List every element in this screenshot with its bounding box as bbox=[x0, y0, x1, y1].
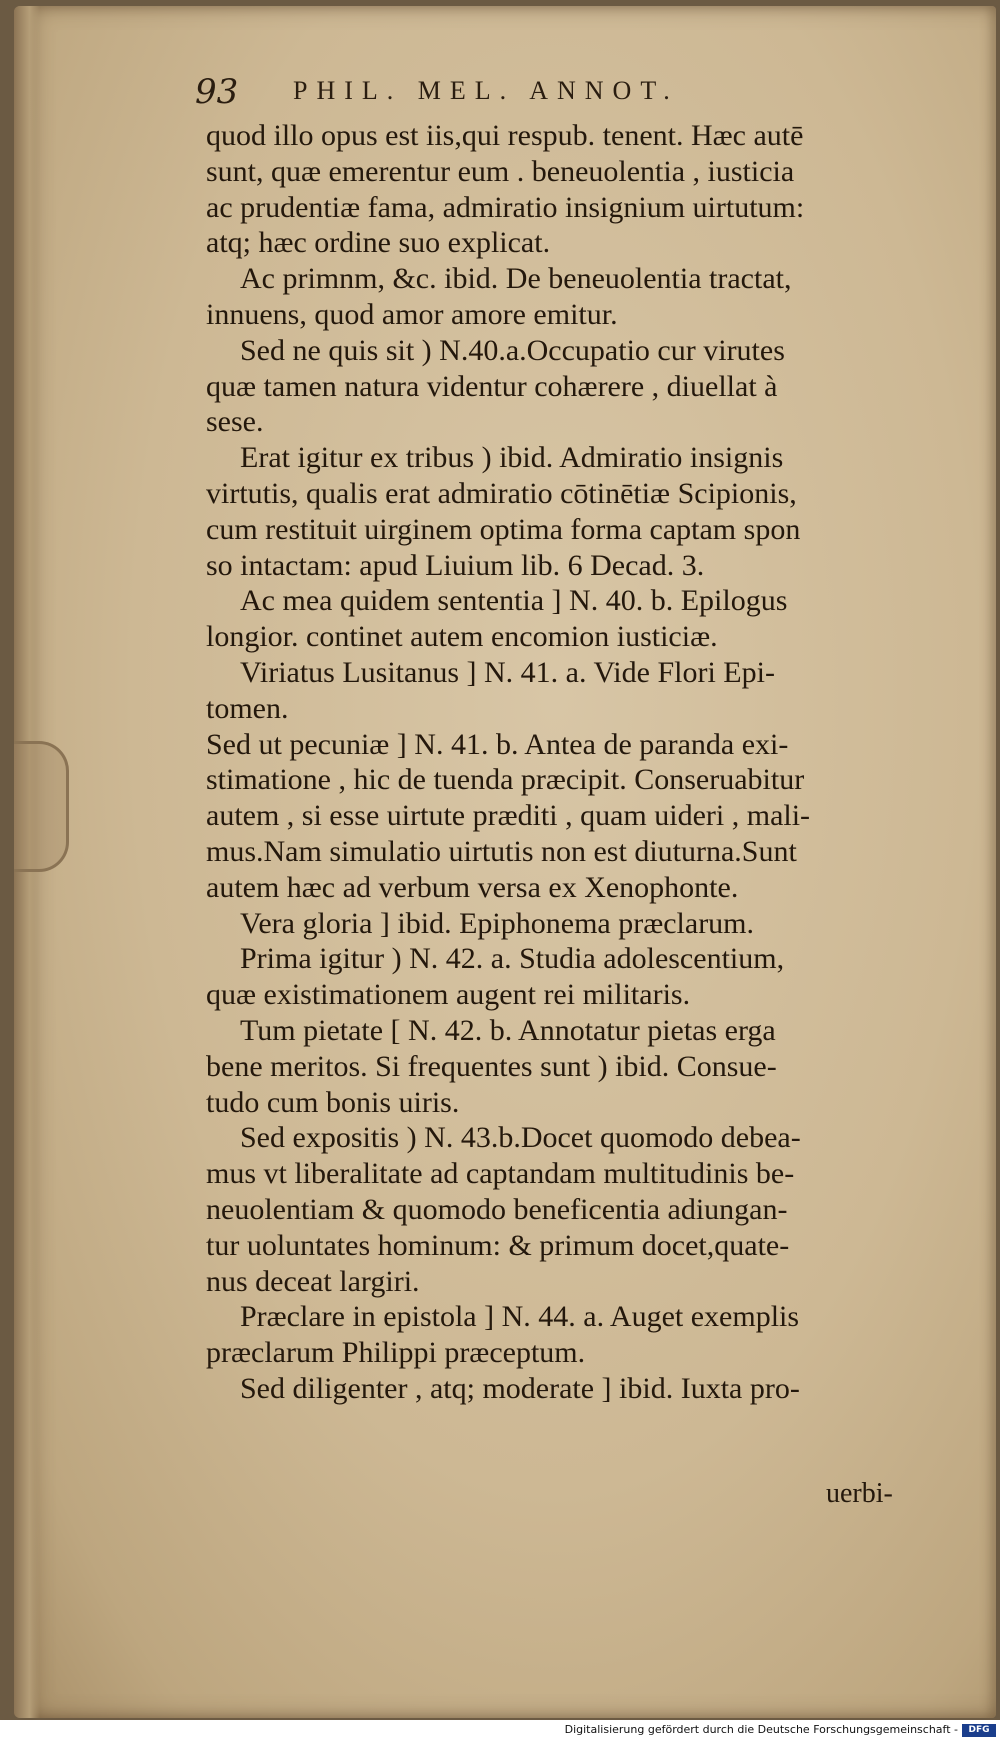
digitization-footer bbox=[0, 1722, 1000, 1740]
text-line: præclarum Philippi præceptum. bbox=[206, 1336, 586, 1370]
text-line: mus.Nam simulatio uirtutis non est diuturna.Sunt bbox=[206, 834, 797, 868]
text-line: Sed expositis ) N. 43.b.Docet quomodo debea- bbox=[240, 1121, 801, 1155]
text-line: tudo cum bonis uiris. bbox=[206, 1085, 460, 1119]
text-line: Sed ne quis sit ) N.40.a.Occupatio cur virutes bbox=[240, 333, 785, 367]
text-line: bene meritos. Si frequentes sunt ) ibid. Consue- bbox=[206, 1049, 777, 1083]
page-number: 93 bbox=[195, 72, 239, 112]
text-line: atq; hæc ordine suo explicat. bbox=[206, 226, 551, 260]
text-line: Vera gloria ] ibid. Epiphonema præclarum. bbox=[240, 906, 755, 940]
text-line: Ac primnm, &c. ibid. De beneuolentia tractat, bbox=[240, 262, 792, 296]
text-line: stimatione , hic de tuenda præcipit. Conseruabitur bbox=[206, 763, 805, 797]
text-line: quæ tamen natura videntur cohærere , diuellat à bbox=[206, 369, 778, 403]
text-line: Viriatus Lusitanus ] N. 41. a. Vide Flori Epi- bbox=[240, 655, 775, 689]
text-line: tomen. bbox=[206, 691, 289, 725]
text-line: Sed diligenter , atq; moderate ] ibid. Iuxta pro- bbox=[240, 1371, 800, 1405]
text-line: autem hæc ad verbum versa ex Xenophonte. bbox=[206, 870, 739, 904]
text-line: neuolentiam & quomodo beneficentia adiungan- bbox=[206, 1192, 788, 1226]
text-line: mus vt liberalitate ad captandam multitudinis be- bbox=[206, 1157, 795, 1191]
text-line: autem , si esse uirtute præditi , quam uideri , mali- bbox=[206, 799, 811, 833]
binding-clasp bbox=[14, 741, 69, 872]
text-line: longior. continet autem encomion iusticiæ. bbox=[206, 620, 718, 654]
text-line: Tum pietate [ N. 42. b. Annotatur pietas erga bbox=[240, 1013, 776, 1047]
running-head: PHIL. MEL. ANNOT. bbox=[293, 76, 679, 105]
funding-credit: Digitalisierung gefördert durch die Deutsche Forschungsgemeinschaft - bbox=[564, 1723, 958, 1736]
text-line: cum restituit uirginem optima forma captam spon bbox=[206, 512, 801, 546]
text-line: ac prudentiæ fama, admiratio insignium uirtutum: bbox=[206, 190, 805, 224]
text-line: Præclare in epistola ] N. 44. a. Auget exemplis bbox=[240, 1300, 800, 1334]
text-line: nus deceat largiri. bbox=[206, 1264, 420, 1298]
text-line: tur uoluntates hominum: & primum docet,quate- bbox=[206, 1228, 790, 1262]
page-header bbox=[195, 72, 925, 116]
text-line: Prima igitur ) N. 42. a. Studia adolescentium, bbox=[240, 942, 785, 976]
text-line: sese. bbox=[206, 405, 264, 439]
text-line: innuens, quod amor amore emitur. bbox=[206, 297, 618, 331]
text-line: so intactam: apud Liuium lib. 6 Decad. 3. bbox=[206, 548, 705, 582]
text-line: Ac mea quidem sententia ] N. 40. b. Epilogus bbox=[240, 584, 788, 618]
catchword: uerbi- bbox=[826, 1478, 893, 1509]
body-text bbox=[206, 118, 946, 1407]
text-line: quod illo opus est iis,qui respub. tenent. Hæc autē bbox=[206, 119, 804, 152]
text-line: sunt, quæ emerentur eum . beneuolentia , iusticia bbox=[206, 154, 795, 188]
text-line: quæ existimationem augent rei militaris. bbox=[206, 978, 691, 1012]
text-line: Sed ut pecuniæ ] N. 41. b. Antea de paranda exi- bbox=[206, 727, 789, 761]
dfg-logo: DFG bbox=[962, 1724, 996, 1737]
text-line: Erat igitur ex tribus ) ibid. Admiratio insignis bbox=[240, 441, 784, 475]
text-line: virtutis, qualis erat admiratio cōtinētiæ Scipionis, bbox=[206, 476, 797, 510]
